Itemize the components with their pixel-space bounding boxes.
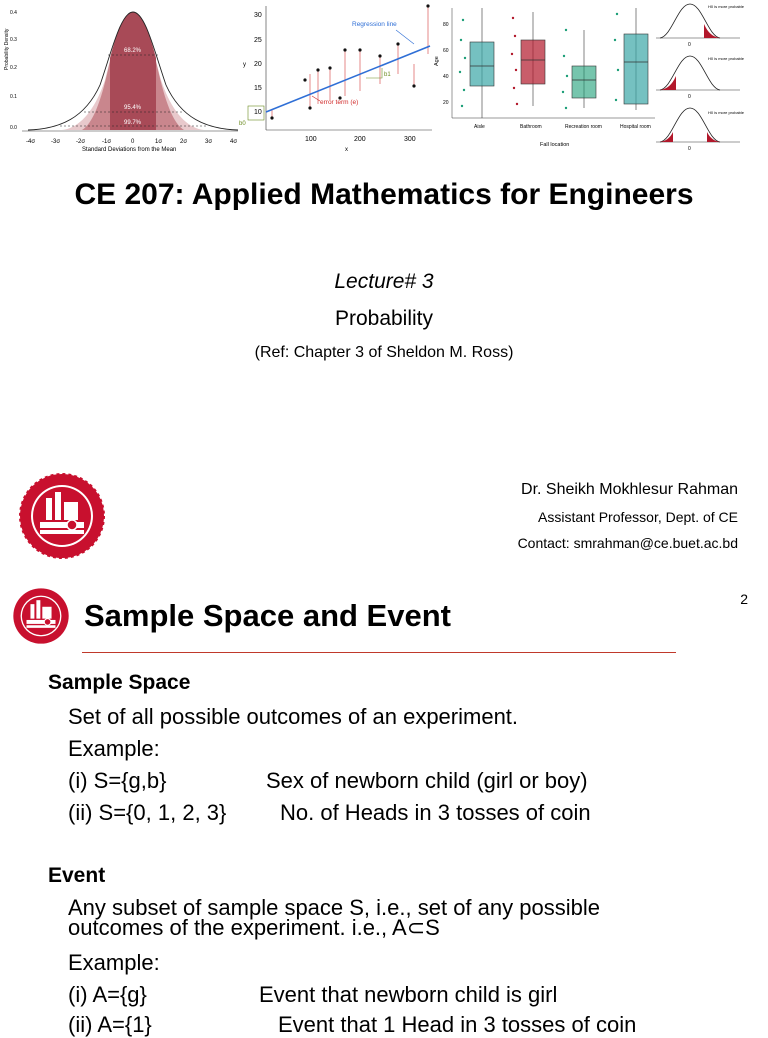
normal-xtick: 2σ bbox=[180, 139, 188, 145]
normal-xtick: 4σ bbox=[230, 139, 238, 145]
author-name: Dr. Sheikh Mokhlesur Rahman bbox=[521, 481, 738, 498]
normal-xtick: 0 bbox=[131, 139, 135, 145]
event-heading: Event bbox=[48, 864, 106, 887]
regression-line-label: Regression line bbox=[352, 21, 397, 28]
event-definition-line-2: outcomes of the experiment. i.e., A⊂S bbox=[68, 915, 440, 940]
normal-distribution-figure bbox=[4, 10, 238, 153]
sample-space-definition: Set of all possible outcomes of an experiment. bbox=[68, 704, 519, 729]
box-category: Aisle bbox=[474, 124, 485, 130]
band-label-68: 68.2% bbox=[124, 48, 142, 54]
reference: (Ref: Chapter 3 of Sheldon M. Ross) bbox=[254, 344, 514, 361]
box-aisle bbox=[470, 42, 494, 86]
normal-ytick: 0.1 bbox=[10, 94, 17, 100]
normal-xtick: -2σ bbox=[76, 139, 86, 145]
tail-figures bbox=[656, 4, 745, 152]
box-ytick: 40 bbox=[443, 74, 449, 80]
boxplot-figure bbox=[434, 8, 655, 148]
sample-space-example-1-desc: Sex of newborn child (girl or boy) bbox=[266, 768, 588, 793]
reg-xtick: 300 bbox=[404, 136, 416, 143]
box-bathroom bbox=[521, 40, 545, 84]
normal-xtick: 3σ bbox=[205, 139, 213, 145]
box-category: Recreation room bbox=[565, 124, 602, 130]
lecture-topic: Probability bbox=[334, 307, 434, 330]
sample-space-example-1-set: (i) S={g,b} bbox=[68, 768, 167, 793]
sample-space-example-label: Example: bbox=[68, 736, 160, 761]
author-position: Assistant Professor, Dept. of CE bbox=[538, 509, 738, 525]
box-hospital bbox=[624, 34, 648, 104]
tail-zero: 0 bbox=[688, 146, 691, 152]
reg-ylabel: y bbox=[243, 62, 246, 68]
event-example-label: Example: bbox=[68, 950, 160, 975]
normal-xtick: -3σ bbox=[51, 139, 61, 145]
box-ytick: 80 bbox=[443, 22, 449, 28]
event-example-2-desc: Event that 1 Head in 3 tosses of coin bbox=[278, 1012, 637, 1037]
normal-ytick: 0.2 bbox=[10, 65, 17, 71]
normal-ytick: 0.4 bbox=[10, 10, 17, 16]
sample-space-example-2-desc: No. of Heads in 3 tosses of coin bbox=[280, 800, 591, 825]
reg-xtick: 200 bbox=[354, 136, 366, 143]
box-ytick: 60 bbox=[443, 48, 449, 54]
box-ytick: 20 bbox=[443, 100, 449, 106]
normal-ytick: 0.3 bbox=[10, 37, 17, 43]
event-example-1-desc: Event that newborn child is girl bbox=[259, 982, 558, 1007]
sample-space-example-2-set: (ii) S={0, 1, 2, 3} bbox=[68, 800, 227, 825]
tail-label: H0 is more probable bbox=[708, 56, 745, 61]
course-title: CE 207: Applied Mathematics for Engineers bbox=[74, 178, 694, 211]
event-definition-line-1: Any subset of sample space S, i.e., set of any possible bbox=[68, 895, 600, 920]
b0-label: b0 bbox=[239, 121, 246, 127]
university-logo-small bbox=[12, 587, 70, 645]
box-xlabel: Fall location bbox=[540, 142, 570, 148]
normal-xlabel: Standard Deviations from the Mean bbox=[82, 147, 177, 153]
normal-ylabel: Probability Density bbox=[4, 28, 10, 70]
normal-xtick: 1σ bbox=[155, 139, 163, 145]
reg-ytick: 10 bbox=[254, 109, 262, 116]
normal-ytick: 0.0 bbox=[10, 125, 17, 131]
reg-ytick: 15 bbox=[254, 85, 262, 92]
university-logo bbox=[18, 472, 106, 560]
b1-label: b1 bbox=[384, 72, 391, 78]
title-divider bbox=[82, 652, 676, 653]
tail-figure-two-sided bbox=[656, 108, 745, 152]
band-label-95: 95.4% bbox=[124, 105, 142, 111]
tail-zero: 0 bbox=[688, 94, 691, 100]
author-contact: Contact: smrahman@ce.buet.ac.bd bbox=[517, 535, 738, 551]
reg-ytick: 20 bbox=[254, 61, 262, 68]
band-label-99: 99.7% bbox=[124, 120, 142, 126]
sample-space-heading: Sample Space bbox=[48, 671, 191, 694]
box-category: Hospital room bbox=[620, 124, 651, 130]
box-recreation bbox=[572, 66, 596, 98]
box-ylabel: Age bbox=[434, 56, 440, 66]
tail-label: H0 is more probable bbox=[708, 4, 745, 9]
content-slide bbox=[0, 580, 768, 1037]
figure-strip bbox=[0, 0, 768, 160]
lecture-number: Lecture# 3 bbox=[334, 270, 434, 293]
page-number: 2 bbox=[740, 591, 748, 607]
normal-xtick: -4σ bbox=[26, 139, 36, 145]
event-example-2-set: (ii) A={1} bbox=[68, 1012, 152, 1037]
error-term-label: error term (e) bbox=[320, 99, 359, 106]
tail-zero: 0 bbox=[688, 42, 691, 48]
slide-title: Sample Space and Event bbox=[84, 598, 451, 633]
reg-xtick: 100 bbox=[305, 136, 317, 143]
reg-ytick: 25 bbox=[254, 37, 262, 44]
tail-figure-right bbox=[656, 4, 745, 48]
reg-xlabel: x bbox=[345, 147, 348, 153]
event-example-1-set: (i) A={g} bbox=[68, 982, 147, 1007]
normal-xtick: -1σ bbox=[102, 139, 112, 145]
regression-figure bbox=[239, 4, 432, 153]
tail-figure-left bbox=[656, 56, 745, 100]
box-category: Bathroom bbox=[520, 124, 542, 130]
reg-ytick: 30 bbox=[254, 12, 262, 19]
tail-label: H0 is more probable bbox=[708, 110, 745, 115]
normal-inner-band bbox=[110, 12, 156, 130]
